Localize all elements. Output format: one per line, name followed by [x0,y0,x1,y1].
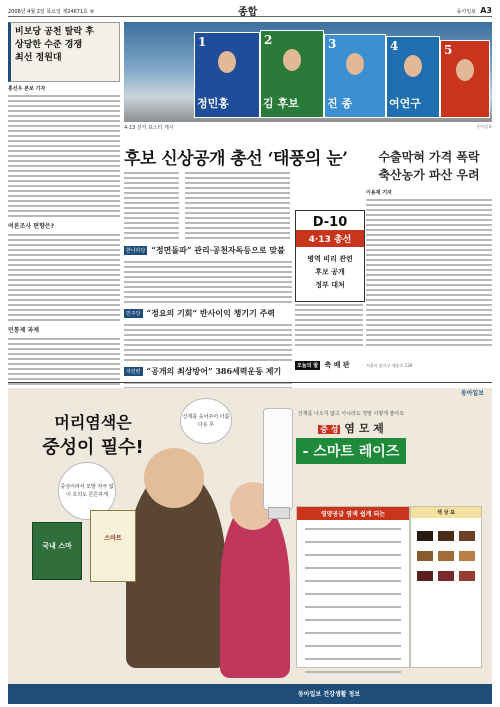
candidate-poster [324,34,386,118]
swatch [417,571,433,581]
photo-credit: 동아일보 [476,124,492,129]
address-footer: 서울시 종로구 세종로 139 [366,363,413,368]
left-body-text [8,95,120,217]
candidate-face [218,51,236,73]
poster-name: 여연구 [389,97,421,110]
dday-subtitle: 병역 비리 관련 후보 공개 정부 대처 [307,254,353,289]
photo-caption: 4·13 선거 포스터 게시 [124,125,174,131]
poster-number: 2 [264,33,273,47]
speech-bubble-left: 중성이라서 모발 자극 없이 흐리도 튼튼하게 [58,462,116,520]
party-tag: 한나라당 [126,248,146,254]
swatch [459,531,475,541]
ad-footer-bar [8,684,492,704]
left-subhead: 여론조사 편향은? [8,223,55,230]
poster-number: 4 [390,39,399,53]
election-label: 4·13 총선 [296,230,364,247]
ad-brand: 동아일보 [460,390,484,397]
candidate-face [456,59,474,81]
swatch [459,551,475,561]
poster-number: 3 [328,37,337,51]
main-headline: 후보 신상공개 총선 ‘태풍의 눈’ [124,149,348,169]
poster-number: 1 [198,35,207,49]
section-title: “정면돌파” 관리·공천자독등으로 맞불 [151,245,285,255]
product-tube [263,408,293,510]
section-title: “공개의 최상방어” 386세력운동 제기 [146,366,282,376]
tube-cap [268,507,290,519]
swatch [417,531,433,541]
main-body-col1 [124,172,179,239]
paper-name: 동아일보 [456,9,476,15]
party-tag: 자민련 [126,369,141,375]
right-column-article [366,144,492,376]
candidate-poster [194,32,260,118]
footer-text: 축 배 판 [324,361,350,369]
main-body-col2 [185,172,290,239]
section-divider [8,382,492,383]
left-headline-line: 상당한 수준 경쟁 [15,40,83,50]
right-body-text [366,199,492,346]
dday-label: D-10 [296,211,364,230]
section-body [124,261,292,303]
hair-dye-advertisement [8,388,492,704]
dday-footer [295,360,363,370]
section-head [124,307,292,320]
candidate-poster [386,36,440,118]
candidate-face [346,53,364,75]
poster-number: 5 [444,43,453,57]
party-tag: 민주당 [126,311,141,317]
section-title: 종합 [238,7,258,18]
speech-bubble-right: 산재를 웃어주어 아름다운 무 [180,398,232,444]
section-head [124,244,292,257]
section-title: “정요의 기회” 반사이익 챙기기 주력 [146,308,276,318]
candidate-face [283,49,301,71]
poster-name: 진 종 [327,97,353,110]
footer-tag: 오늘의 말 [297,363,319,369]
candidate-poster [260,30,324,118]
left-headline-line: 비보당 공천 탈락 후 [15,27,94,37]
page-number: A3 [480,6,492,15]
photo-caption-area [124,124,492,131]
dday-box [295,210,365,302]
right-byline: 이용재 기자 [366,190,392,196]
swatch [417,551,433,561]
section-body [124,324,292,361]
right-headline: 수출막혀 가격 폭락 축산농가 파산 우려 [378,150,480,182]
product-info-panel: 영양공급 염색 쉽게 되는 [296,506,410,668]
main-sections [124,240,292,409]
left-headline-box [8,22,120,82]
left-byline: 홍선우 본보 기자 [8,86,46,92]
product-title: 산재를 나오지 않고 아니라도 정말 이렇게 좋아요 중 성 염 모 제 - 스마트 레이즈 [296,410,406,464]
left-headline-line: 최선 정원대 [15,53,62,63]
swatch [438,551,454,561]
left-body-text [8,234,120,321]
ad-footer-text: 동아일보 건강생활 정보 [298,691,361,698]
poster-name: 김 후보 [263,97,299,110]
ad-headline: 머리염색은 중성이 필수! [42,413,144,458]
dday-body [295,304,363,346]
candidate-poster [440,40,490,118]
election-poster-photo [124,22,492,122]
swatch [438,571,454,581]
poster-name: 정민홍 [197,97,229,110]
product-box-cream: 스마트 [90,510,136,582]
color-swatch-chart: 색 상 표 [410,506,482,668]
left-column-article [8,22,120,375]
swatch [438,531,454,541]
candidate-face [404,55,422,77]
swatch [459,571,475,581]
product-box-green: 국내 스마 [32,522,82,580]
masthead [8,2,492,17]
model-man-face [144,448,204,508]
left-subhead: 민통제 과제 [8,327,40,334]
issue-date: 2008년 4월 2일 목요일 제24671호 ⑩ [8,9,95,15]
section-head [124,365,292,378]
